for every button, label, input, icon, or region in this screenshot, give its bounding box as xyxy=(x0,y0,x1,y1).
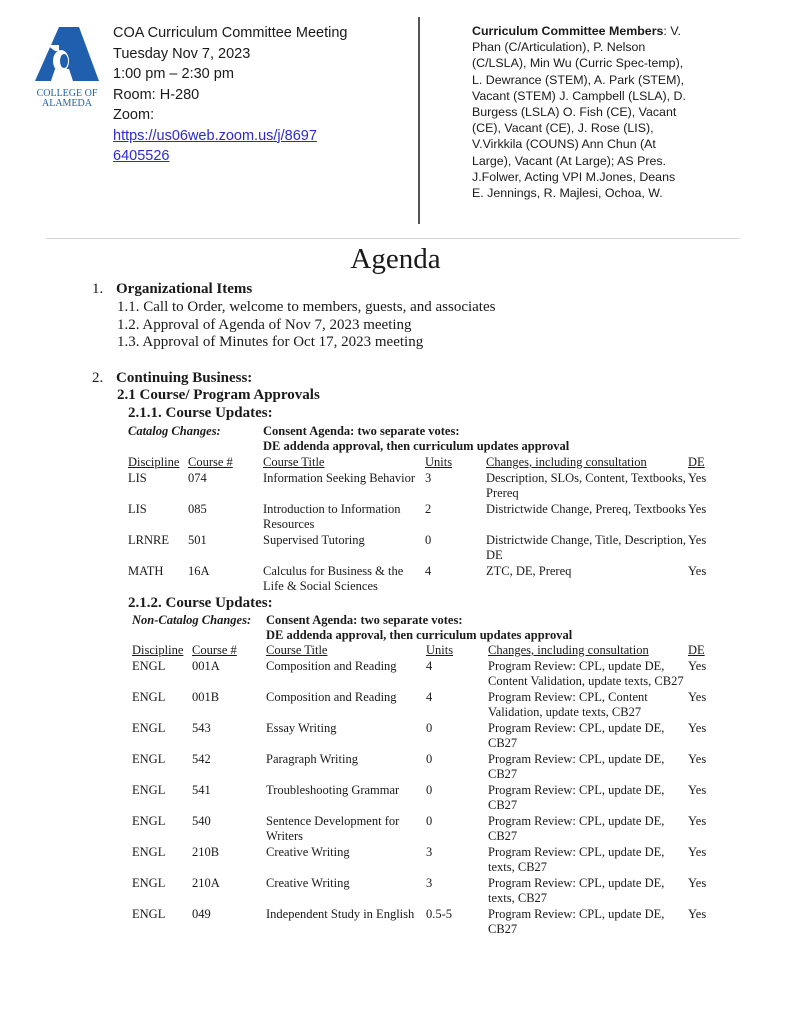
column-header-discipline: Discipline xyxy=(128,455,180,469)
cell-course-title: Composition and Reading xyxy=(266,689,397,704)
section-2-heading: 2. Continuing Business: xyxy=(92,370,253,386)
cell-de: Yes xyxy=(688,782,707,797)
cell-changes: Program Review: CPL, update DE, CB27 xyxy=(488,813,665,843)
noncatalog-changes-label: Non-Catalog Changes: xyxy=(132,613,252,627)
cell-course-number: 001B xyxy=(192,689,220,704)
table-row xyxy=(128,564,710,595)
noncatalog-changes-table xyxy=(132,643,710,938)
meeting-date: Tuesday Nov 7, 2023 xyxy=(113,45,251,62)
cell-course-title: Creative Writing xyxy=(266,844,350,859)
column-header-course-title: Course Title xyxy=(263,455,325,469)
members-list: V. Phan (C/Articulation), P. Nelson (C/LSLA), Min Wu (Curric Spec-temp), L. Dewrance (STEM), A. Park (STEM), Vacant (STEM) J. Campbell (LSLA), D. Burgess (LSLA) O. Fish (CE), Vacant (CE), Vacant (CE), J. Rose (LIS), V.Virkkila (COUNS) Ann Chun (At Large), Vacant (At Large); AS Pres. J.Folwer, Acting VPI M.Jones, Deans E. Jennings, R. Majlesi, Ochoa, W. xyxy=(472,24,686,201)
table-row xyxy=(132,690,710,721)
table-row xyxy=(128,502,710,533)
cell-course-number: 210B xyxy=(192,844,220,859)
cell-de: Yes xyxy=(688,501,707,516)
column-header-changes: Changes, including consultation xyxy=(486,455,647,469)
cell-de: Yes xyxy=(688,906,707,921)
cell-changes: Districtwide Change, Title, Description, DE xyxy=(486,532,686,562)
agenda-item: 1.1. Call to Order, welcome to members, guests, and associates xyxy=(117,299,496,315)
agenda-item: 1.3. Approval of Minutes for Oct 17, 2023 meeting xyxy=(117,334,424,350)
cell-course-number: 542 xyxy=(192,751,211,766)
header-rule xyxy=(46,238,740,239)
cell-de: Yes xyxy=(688,470,707,485)
cell-discipline: ENGL xyxy=(132,813,166,828)
catalog-updates-heading: 2.1.1. Course Updates: xyxy=(128,405,273,421)
section-1-title: Organizational Items xyxy=(116,281,253,297)
zoom-link-continued[interactable]: 6405526 xyxy=(113,148,170,164)
logo-line2: ALAMEDA xyxy=(42,98,92,109)
noncatalog-updates-heading: 2.1.2. Course Updates: xyxy=(128,595,273,611)
members-heading: Curriculum Committee Members xyxy=(472,24,664,38)
column-header-course-number: Course # xyxy=(188,455,233,469)
cell-discipline: LRNRE xyxy=(128,532,169,547)
cell-changes: Program Review: CPL, update DE, texts, CB27 xyxy=(488,875,665,905)
table-row xyxy=(132,814,710,845)
cell-changes: Program Review: CPL, update DE, texts, CB27 xyxy=(488,844,665,874)
agenda-item: 1.2. Approval of Agenda of Nov 7, 2023 meeting xyxy=(117,317,412,333)
cell-units: 3 xyxy=(426,844,433,859)
table-row xyxy=(132,783,710,814)
cell-units: 2 xyxy=(425,501,432,516)
meeting-room: Room: H-280 xyxy=(113,86,200,103)
cell-course-number: 501 xyxy=(188,532,207,547)
cell-units: 3 xyxy=(425,470,432,485)
logo-a-icon xyxy=(33,25,101,113)
cell-de: Yes xyxy=(688,751,707,766)
table-row xyxy=(132,752,710,783)
cell-changes: Program Review: CPL, update DE, Content Validation, update texts, CB27 xyxy=(488,658,684,688)
cell-discipline: LIS xyxy=(128,501,147,516)
cell-units: 4 xyxy=(426,658,433,673)
cell-units: 4 xyxy=(426,689,433,704)
cell-de: Yes xyxy=(688,875,707,890)
meeting-time: 1:00 pm – 2:30 pm xyxy=(113,66,234,82)
column-header-course-title: Course Title xyxy=(266,643,328,657)
cell-changes: Program Review: CPL, update DE, CB27 xyxy=(488,906,665,936)
cell-changes: ZTC, DE, Prereq xyxy=(486,563,572,578)
cell-discipline: ENGL xyxy=(132,782,166,797)
consent-line-1: Consent Agenda: two separate votes: xyxy=(263,424,460,438)
cell-changes: Program Review: CPL, update DE, CB27 xyxy=(488,751,665,781)
cell-units: 0 xyxy=(426,720,433,735)
cell-course-title: Essay Writing xyxy=(266,720,337,735)
cell-discipline: ENGL xyxy=(132,689,166,704)
consent-line-2: DE addenda approval, then curriculum updates approval xyxy=(266,628,573,642)
cell-course-number: 543 xyxy=(192,720,211,735)
cell-discipline: ENGL xyxy=(132,844,166,859)
cell-de: Yes xyxy=(688,563,707,578)
column-header-units: Units xyxy=(426,643,454,657)
cell-de: Yes xyxy=(688,844,707,859)
cell-units: 0.5-5 xyxy=(426,906,453,921)
cell-changes: Program Review: CPL, update DE, CB27 xyxy=(488,720,665,750)
cell-course-title: Sentence Development for Writers xyxy=(266,813,400,843)
cell-course-title: Supervised Tutoring xyxy=(263,532,365,547)
cell-course-title: Introduction to Information Resources xyxy=(263,501,401,531)
cell-course-title: Composition and Reading xyxy=(266,658,397,673)
cell-course-number: 541 xyxy=(192,782,211,797)
cell-course-title: Creative Writing xyxy=(266,875,350,890)
cell-de: Yes xyxy=(688,720,707,735)
column-header-units: Units xyxy=(425,455,453,469)
table-row xyxy=(128,471,710,502)
column-header-de: DE xyxy=(688,643,705,657)
cell-course-title: Calculus for Business & the Life & Social Sciences xyxy=(263,563,404,593)
cell-course-title: Information Seeking Behavior xyxy=(263,470,416,485)
consent-line-1: Consent Agenda: two separate votes: xyxy=(266,613,463,627)
course-program-approvals: 2.1 Course/ Program Approvals xyxy=(117,387,320,403)
cell-course-number: 085 xyxy=(188,501,207,516)
column-header-course-number: Course # xyxy=(192,643,237,657)
cell-changes: Districtwide Change, Prereq, Textbooks xyxy=(486,501,686,516)
column-header-changes: Changes, including consultation xyxy=(488,643,649,657)
agenda-title: Agenda xyxy=(350,243,441,275)
cell-changes: Program Review: CPL, Content Validation, update texts, CB27 xyxy=(488,689,648,719)
cell-course-title: Troubleshooting Grammar xyxy=(266,782,400,797)
cell-de: Yes xyxy=(688,689,707,704)
cell-de: Yes xyxy=(688,813,707,828)
section-2-title: Continuing Business: xyxy=(116,370,253,386)
cell-discipline: ENGL xyxy=(132,875,166,890)
committee-members: Curriculum Committee Members: V. Phan (C/Articulation), P. Nelson (C/LSLA), Min Wu (Curric Spec-temp), L. Dewrance (STEM), A. Park (STEM), Vacant (STEM) J. Campbell (LSLA), D. Burgess (LSLA) O. Fish (CE), Vacant (CE), Vacant (CE), J. Rose (LIS), V.Virkkila (COUNS) Ann Chun (At Large), Vacant (At Large); AS Pres. J.Folwer, Acting VPI M.Jones, Deans E. Jennings, R. Majlesi, Ochoa, W. xyxy=(472,24,686,201)
meeting-info xyxy=(113,23,348,167)
zoom-label: Zoom: xyxy=(113,107,155,123)
column-header-de: DE xyxy=(688,455,705,469)
catalog-changes-label: Catalog Changes: xyxy=(128,424,221,438)
cell-discipline: ENGL xyxy=(132,720,166,735)
table-row xyxy=(132,907,710,938)
catalog-changes-table xyxy=(128,455,710,595)
cell-course-number: 074 xyxy=(188,470,207,485)
cell-discipline: ENGL xyxy=(132,658,166,673)
cell-de: Yes xyxy=(688,532,707,547)
cell-course-number: 049 xyxy=(192,906,211,921)
table-row xyxy=(132,876,710,907)
table-row xyxy=(128,533,710,564)
consent-line-2: DE addenda approval, then curriculum updates approval xyxy=(263,439,570,453)
cell-units: 4 xyxy=(425,563,432,578)
zoom-link[interactable]: https://us06web.zoom.us/j/8697 xyxy=(113,127,317,144)
cell-course-number: 540 xyxy=(192,813,211,828)
table-row xyxy=(132,721,710,752)
cell-units: 0 xyxy=(425,532,432,547)
table-header-row xyxy=(128,455,710,471)
table-header-row xyxy=(132,643,710,659)
cell-units: 0 xyxy=(426,813,433,828)
cell-course-number: 16A xyxy=(188,563,210,578)
table-row xyxy=(132,659,710,690)
cell-course-number: 001A xyxy=(192,658,220,673)
cell-changes: Program Review: CPL, update DE, CB27 xyxy=(488,782,665,812)
meeting-title: COA Curriculum Committee Meeting xyxy=(113,25,348,41)
cell-discipline: MATH xyxy=(128,563,164,578)
section-1-heading: 1. Organizational Items xyxy=(92,281,253,297)
cell-changes: Description, SLOs, Content, Textbooks, Prereq xyxy=(486,470,686,500)
header-divider xyxy=(418,17,420,224)
table-row xyxy=(132,845,710,876)
cell-discipline: LIS xyxy=(128,470,147,485)
cell-units: 0 xyxy=(426,782,433,797)
column-header-discipline: Discipline xyxy=(132,643,184,657)
cell-course-title: Paragraph Writing xyxy=(266,751,358,766)
cell-units: 3 xyxy=(426,875,433,890)
cell-units: 0 xyxy=(426,751,433,766)
logo-line1: COLLEGE OF xyxy=(36,88,98,99)
cell-course-title: Independent Study in English xyxy=(266,906,415,921)
cell-discipline: ENGL xyxy=(132,906,166,921)
cell-discipline: ENGL xyxy=(132,751,166,766)
cell-de: Yes xyxy=(688,658,707,673)
college-of-alameda-logo xyxy=(33,25,101,113)
cell-course-number: 210A xyxy=(192,875,220,890)
